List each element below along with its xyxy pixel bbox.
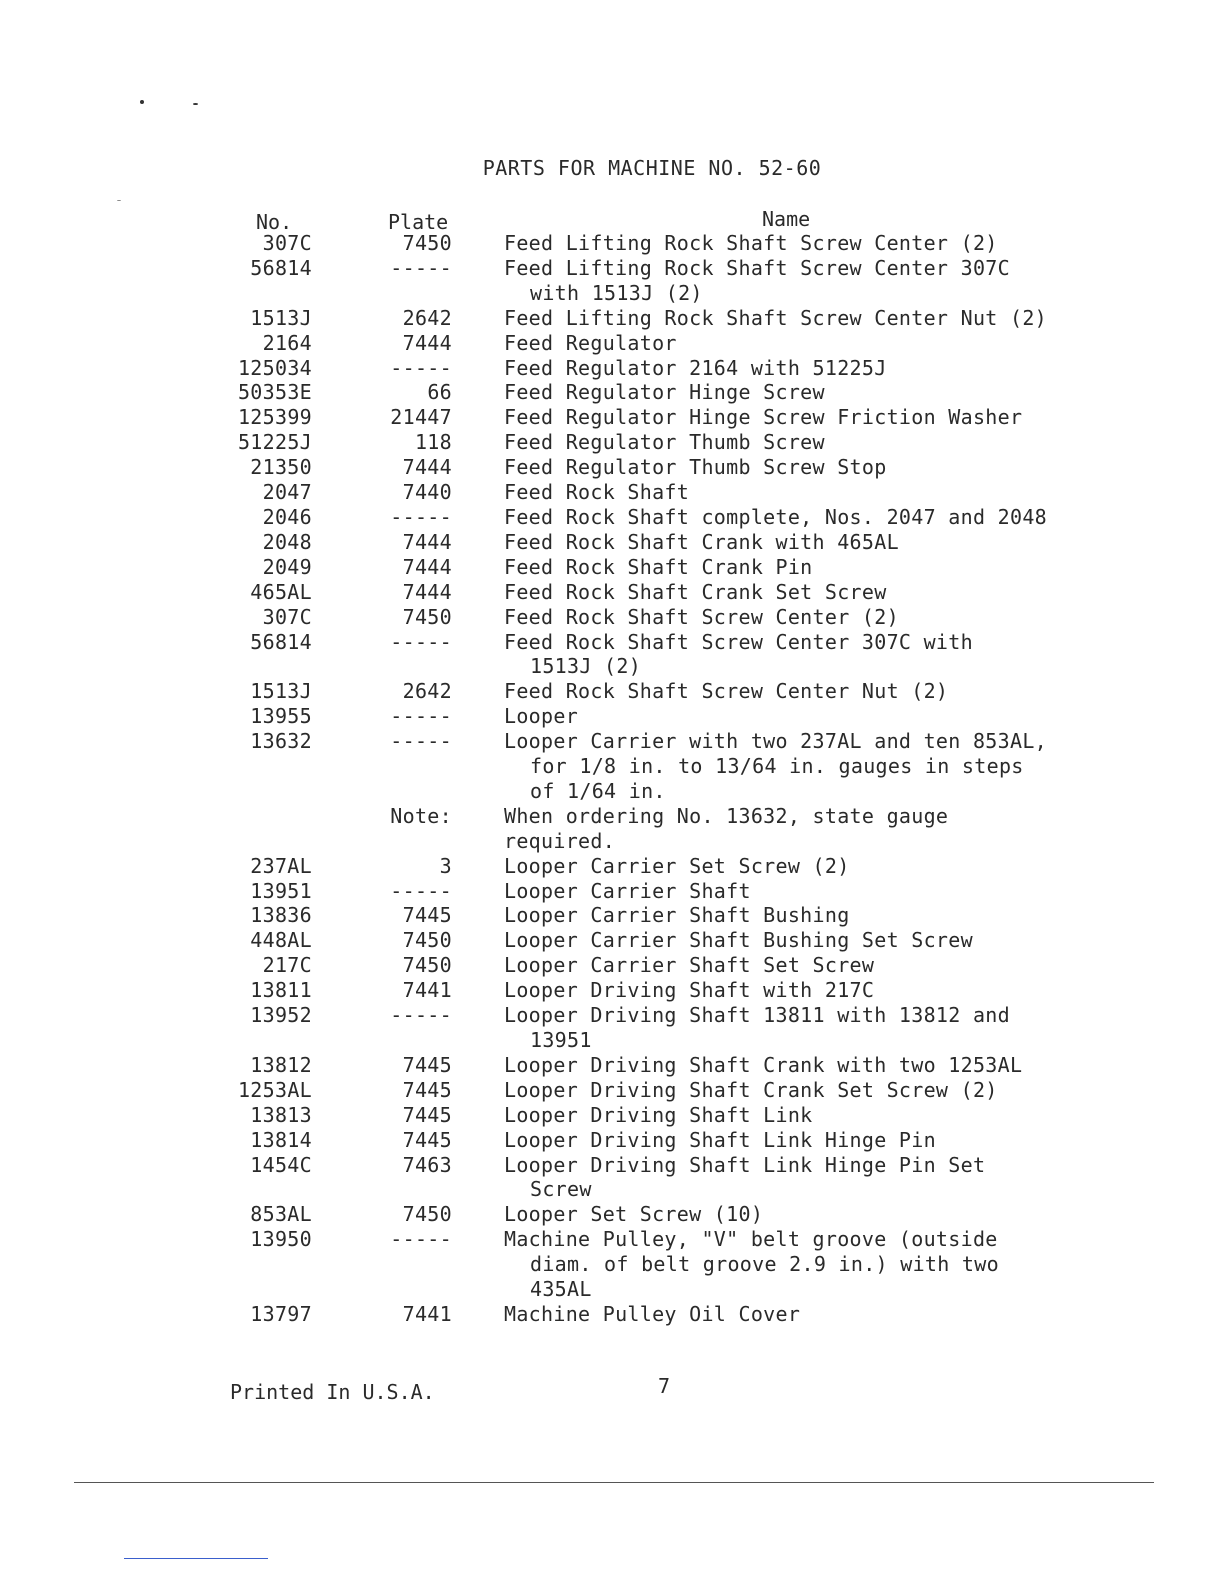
part-number: 1513J [250,679,312,704]
part-name-text: Looper Carrier with two 237AL and ten 853AL, [504,729,1048,754]
plate-number: ----- [390,355,452,380]
part-name-continuation: Screw [530,1177,592,1202]
part-name [478,1103,1078,1128]
part-name [478,953,1078,978]
plate-number: ----- [390,729,452,754]
plate-number: 3 [439,853,452,878]
part-name [478,256,1078,306]
part-name [478,978,1078,1003]
table-row [0,256,1224,306]
table-row [0,430,1224,455]
note-row [0,804,1224,854]
plate-number: ----- [390,1227,452,1252]
table-row [0,1202,1224,1227]
part-name [478,679,1078,704]
plate-number: 7444 [402,554,452,579]
part-name-continuation: diam. of belt groove 2.9 in.) with two 435AL [530,1252,999,1302]
part-name [478,331,1078,356]
part-name-text: Looper [504,704,579,729]
table-row [0,455,1224,480]
part-name-text: Looper Carrier Shaft Bushing Set Screw [504,928,973,953]
part-name [478,530,1078,555]
part-name-continuation: 1513J (2) [530,654,642,679]
plate-number: 7445 [402,1077,452,1102]
table-row [0,480,1224,505]
table-row [0,1003,1224,1053]
table-row [0,630,1224,680]
table-row [0,903,1224,928]
note-text [478,804,1078,854]
part-number: 13952 [250,1003,312,1028]
plate-number: 2642 [402,679,452,704]
part-number: 13951 [250,878,312,903]
part-name-text: When ordering No. 13632, state gauge [504,803,949,828]
part-number: 125399 [237,405,312,430]
table-row [0,605,1224,630]
part-name [478,1227,1078,1302]
part-name [478,1302,1078,1327]
part-name-text: Looper Driving Shaft 13811 with 13812 and [504,1003,1010,1028]
scan-speck [117,200,121,201]
part-number: 237AL [250,853,312,878]
part-name-continuation: with 1513J (2) [530,280,703,305]
plate-number: ----- [390,1003,452,1028]
table-row [0,530,1224,555]
part-name [478,928,1078,953]
table-row [0,580,1224,605]
table-row [0,1078,1224,1103]
plate-number: ----- [390,629,452,654]
plate-number: 7441 [402,1301,452,1326]
table-row [0,879,1224,904]
part-name [478,380,1078,405]
part-name [478,605,1078,630]
part-number: 13811 [250,978,312,1003]
part-name-text: Feed Lifting Rock Shaft Screw Center 307C [504,255,1010,280]
part-name-text: Looper Driving Shaft Link [504,1102,813,1127]
scan-speck [140,100,144,104]
part-name [478,306,1078,331]
table-row [0,1128,1224,1153]
part-number [0,804,338,854]
plate-number: 21447 [390,405,452,430]
column-header-name: Name [762,207,811,231]
plate-number: 7445 [402,1102,452,1127]
plate-number: 7450 [402,231,452,255]
table-row [0,854,1224,879]
part-number: 1454C [250,1152,312,1177]
part-number: 307C [262,604,312,629]
part-name-text: Looper Carrier Shaft Bushing [504,903,850,928]
part-name [478,1053,1078,1078]
page-title: PARTS FOR MACHINE NO. 52-60 [482,156,822,180]
part-number: 13950 [250,1227,312,1252]
table-row [0,1302,1224,1327]
part-name-text: Feed Rock Shaft Crank Set Screw [504,579,887,604]
plate-number: ----- [390,878,452,903]
table-row [0,704,1224,729]
plate-number: 7444 [402,330,452,355]
plate-number: 7450 [402,953,452,978]
plate-number: 118 [414,430,452,455]
part-name-text: Feed Regulator Hinge Screw Friction Washer [504,405,1023,430]
table-row [0,1103,1224,1128]
table-row [0,679,1224,704]
part-name [478,405,1078,430]
table-row [0,505,1224,530]
part-name [478,704,1078,729]
table-row [0,928,1224,953]
part-name [478,356,1078,381]
column-header-no: No. [256,210,293,234]
part-number: 307C [262,231,312,255]
part-name-text: Feed Rock Shaft Screw Center 307C with [504,629,973,654]
printed-in-label: Printed In U.S.A. [230,1380,435,1404]
plate-number: 7444 [402,529,452,554]
plate-number: 66 [427,380,452,405]
part-name-text: Looper Set Screw (10) [504,1202,764,1227]
plate-number: ----- [390,704,452,729]
part-number: 51225J [237,430,312,455]
part-name-text: Looper Driving Shaft Link Hinge Pin Set [504,1152,986,1177]
page-number: 7 [658,1374,671,1398]
part-number: 13632 [250,729,312,754]
part-number: 2048 [262,529,312,554]
part-number: 2164 [262,330,312,355]
bottom-blue-line [124,1558,268,1559]
bottom-rule [74,1482,1154,1483]
part-name-text: Feed Regulator [504,330,677,355]
part-name-text: Looper Carrier Shaft Set Screw [504,953,875,978]
part-name-text: Feed Lifting Rock Shaft Screw Center (2) [504,231,998,255]
part-number: 2049 [262,554,312,579]
plate-number: ----- [390,504,452,529]
part-number: 13955 [250,704,312,729]
part-name [478,903,1078,928]
part-number: 448AL [250,928,312,953]
part-name [478,1202,1078,1227]
part-name-text: Feed Rock Shaft Crank with 465AL [504,529,899,554]
plate-number: 7445 [402,903,452,928]
plate-number: 7450 [402,604,452,629]
part-number: 50353E [237,380,312,405]
part-number: 125034 [237,355,312,380]
table-row [0,331,1224,356]
part-name-continuation: required. [504,828,616,853]
part-name [478,1128,1078,1153]
part-name-text: Feed Regulator 2164 with 51225J [504,355,887,380]
part-name-continuation: 13951 [530,1028,592,1052]
part-number: 13813 [250,1102,312,1127]
part-number: 217C [262,953,312,978]
scan-speck [193,103,198,105]
part-name [478,729,1078,804]
part-number: 465AL [250,579,312,604]
plate-number: 7444 [402,455,452,480]
part-name-text: Looper Driving Shaft Link Hinge Pin [504,1127,936,1152]
part-name-text: Looper Driving Shaft Crank Set Screw (2) [504,1077,998,1102]
part-name [478,480,1078,505]
part-name [478,231,1078,256]
part-name-continuation: for 1/8 in. to 13/64 in. gauges in steps of 1/64 in. [530,754,1024,803]
part-name [478,630,1078,680]
part-name [478,555,1078,580]
part-number: 13814 [250,1127,312,1152]
table-row [0,356,1224,381]
plate-number: 7445 [402,1127,452,1152]
part-name-text: Feed Lifting Rock Shaft Screw Center Nut (2) [504,305,1048,330]
table-row [0,1053,1224,1078]
part-name-text: Machine Pulley, "V" belt groove (outside [504,1227,998,1252]
part-name-text: Looper Carrier Set Screw (2) [504,853,850,878]
part-name-text: Feed Rock Shaft Screw Center (2) [504,604,899,629]
table-row [0,978,1224,1003]
plate-number: 7444 [402,579,452,604]
part-number: 1253AL [237,1077,312,1102]
table-row [0,1227,1224,1302]
table-row [0,729,1224,804]
part-name-text: Looper Carrier Shaft [504,878,751,903]
part-name-text: Feed Rock Shaft [504,480,690,505]
table-row [0,306,1224,331]
part-number: 21350 [250,455,312,480]
table-row [0,555,1224,580]
part-number: 56814 [250,255,312,280]
plate-number: 7450 [402,1202,452,1227]
part-number: 2047 [262,480,312,505]
part-name-text: Feed Rock Shaft complete, Nos. 2047 and 2048 [504,504,1048,529]
plate-number: ----- [390,255,452,280]
table-row [0,405,1224,430]
part-name-text: Looper Driving Shaft Crank with two 1253AL [504,1052,1023,1077]
table-row [0,231,1224,256]
part-name-text: Looper Driving Shaft with 217C [504,978,875,1003]
table-row [0,380,1224,405]
part-number: 1513J [250,305,312,330]
plate-number: 7440 [402,480,452,505]
part-name-text: Feed Regulator Thumb Screw Stop [504,455,887,480]
part-name [478,854,1078,879]
plate-number: 7441 [402,978,452,1003]
part-name [478,1078,1078,1103]
part-name-text: Machine Pulley Oil Cover [504,1301,801,1326]
part-name [478,505,1078,530]
plate-number: 7445 [402,1052,452,1077]
part-number: 13836 [250,903,312,928]
part-number: 56814 [250,629,312,654]
parts-list [0,231,1224,1327]
part-name [478,1153,1078,1203]
part-name [478,430,1078,455]
part-name [478,1003,1078,1053]
part-name [478,879,1078,904]
part-name [478,455,1078,480]
part-number: 13797 [250,1301,312,1326]
part-name-text: Feed Regulator Thumb Screw [504,430,825,455]
plate-number: 7450 [402,928,452,953]
table-row [0,1153,1224,1203]
note-label: Note: [390,803,452,828]
part-name-text: Feed Regulator Hinge Screw [504,380,825,405]
plate-number: 2642 [402,305,452,330]
column-header-plate: Plate [388,210,449,234]
part-name-text: Feed Rock Shaft Screw Center Nut (2) [504,679,949,704]
part-number: 853AL [250,1202,312,1227]
part-number: 2046 [262,504,312,529]
part-name-text: Feed Rock Shaft Crank Pin [504,554,813,579]
part-name [478,580,1078,605]
part-number: 13812 [250,1052,312,1077]
table-row [0,953,1224,978]
plate-number: 7463 [402,1152,452,1177]
